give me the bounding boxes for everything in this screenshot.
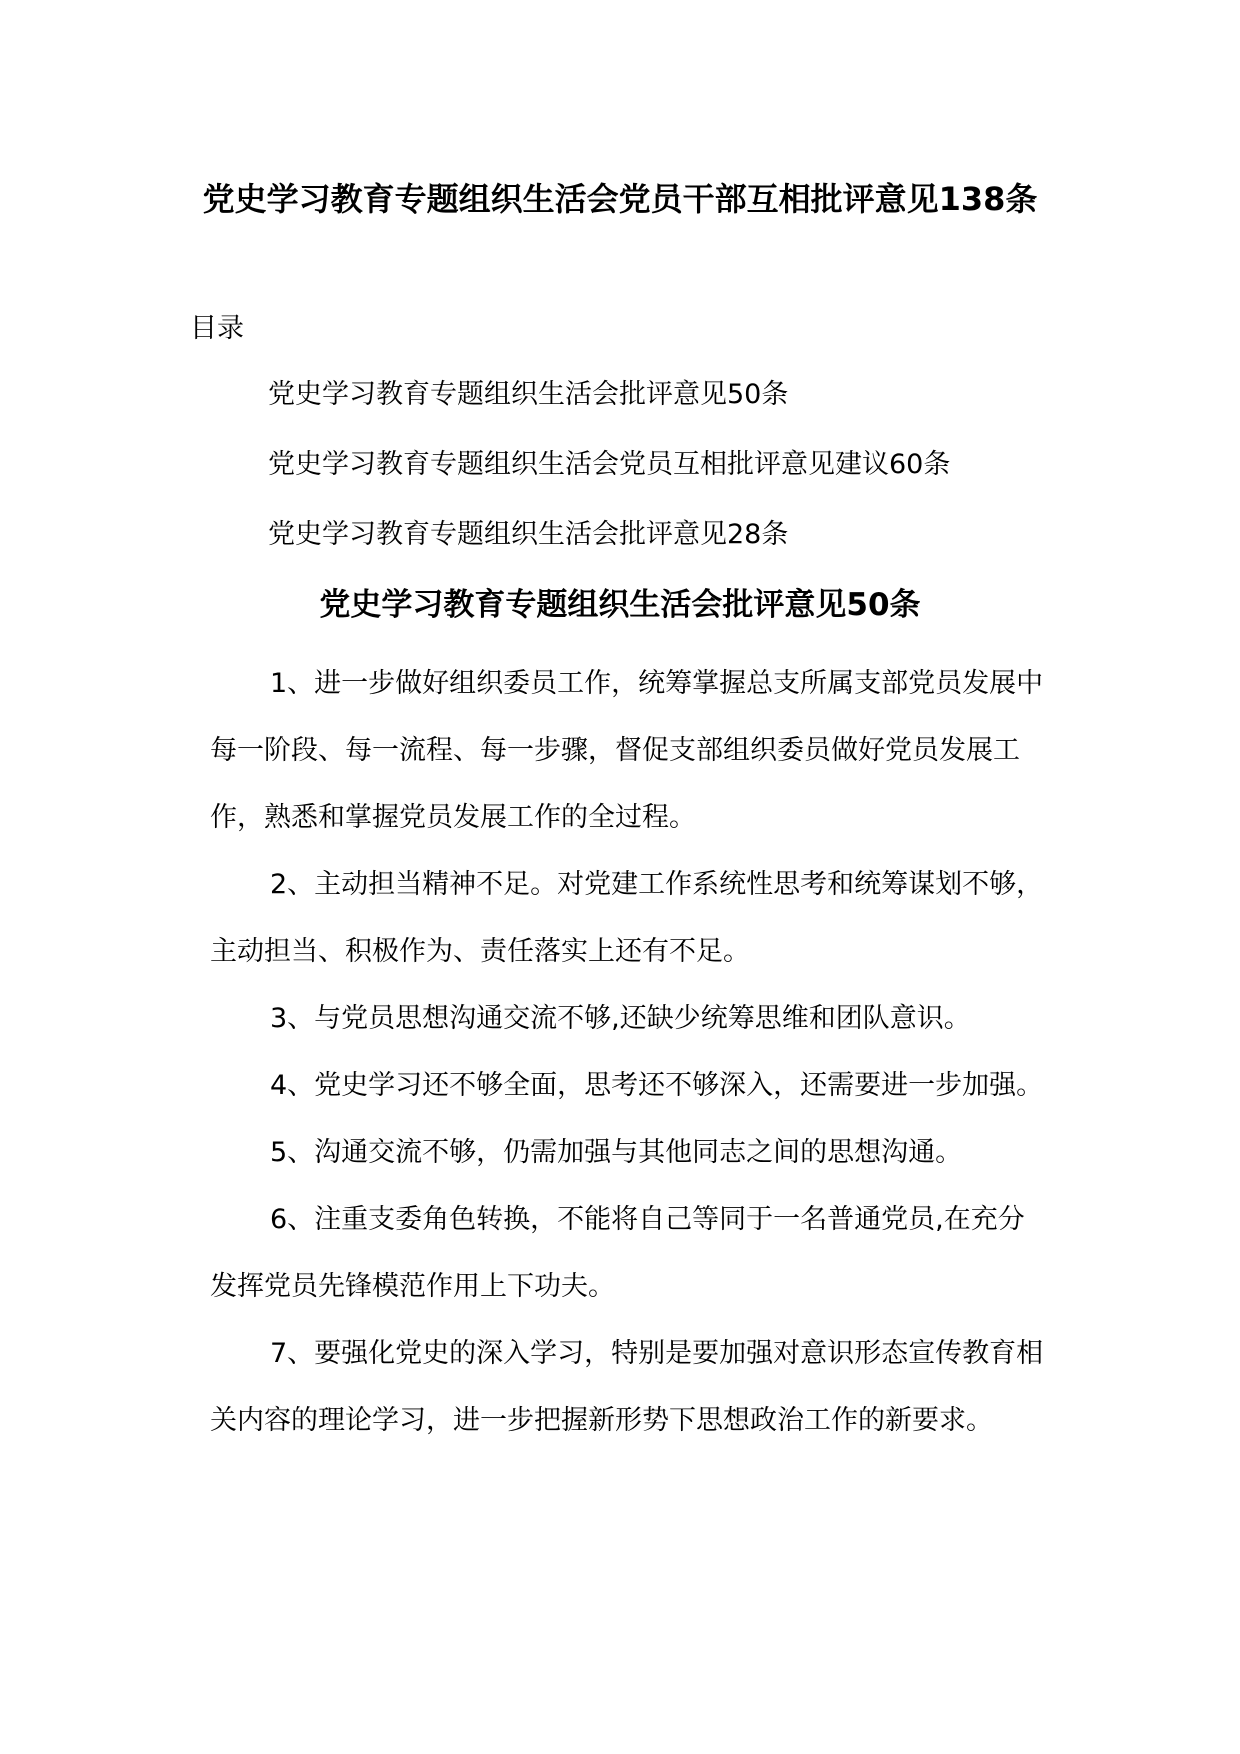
toc-item[interactable]: 党史学习教育专题组织生活会党员互相批评意见建议60条 bbox=[268, 449, 951, 480]
list-item: 1、进一步做好组织委员工作，统筹掌握总支所属支部党员发展中每一阶段、每一流程、每一步骤，督促支部组织委员做好党员发展工作，熟悉和掌握党员发展工作的全过程。 bbox=[210, 668, 1044, 833]
section-title: 党史学习教育专题组织生活会批评意见50条 bbox=[319, 587, 921, 623]
list-item: 5、沟通交流不够，仍需加强与其他同志之间的思想沟通。 bbox=[270, 1137, 963, 1168]
list-item: 6、注重支委角色转换，不能将自己等同于一名普通党员,在充分发挥党员先锋模范作用上下功夫。 bbox=[210, 1204, 1025, 1302]
toc-item[interactable]: 党史学习教育专题组织生活会批评意见50条 bbox=[268, 379, 789, 410]
toc-list bbox=[268, 375, 950, 585]
toc-item[interactable]: 党史学习教育专题组织生活会批评意见28条 bbox=[268, 519, 789, 550]
list-item: 7、要强化党史的深入学习，特别是要加强对意识形态宣传教育相关内容的理论学习，进一步把握新形势下思想政治工作的新要求。 bbox=[210, 1338, 1044, 1436]
document-title: 党史学习教育专题组织生活会党员干部互相批评意见138条 bbox=[202, 180, 1038, 218]
criticism-list bbox=[210, 650, 1050, 1454]
list-item: 3、与党员思想沟通交流不够,还缺少统筹思维和团队意识。 bbox=[270, 1003, 971, 1034]
list-item: 2、主动担当精神不足。对党建工作系统性思考和统筹谋划不够，主动担当、积极作为、责任落实上还有不足。 bbox=[210, 869, 1044, 967]
toc-heading: 目录 bbox=[190, 313, 244, 344]
list-item: 4、党史学习还不够全面，思考还不够深入，还需要进一步加强。 bbox=[270, 1070, 1044, 1101]
